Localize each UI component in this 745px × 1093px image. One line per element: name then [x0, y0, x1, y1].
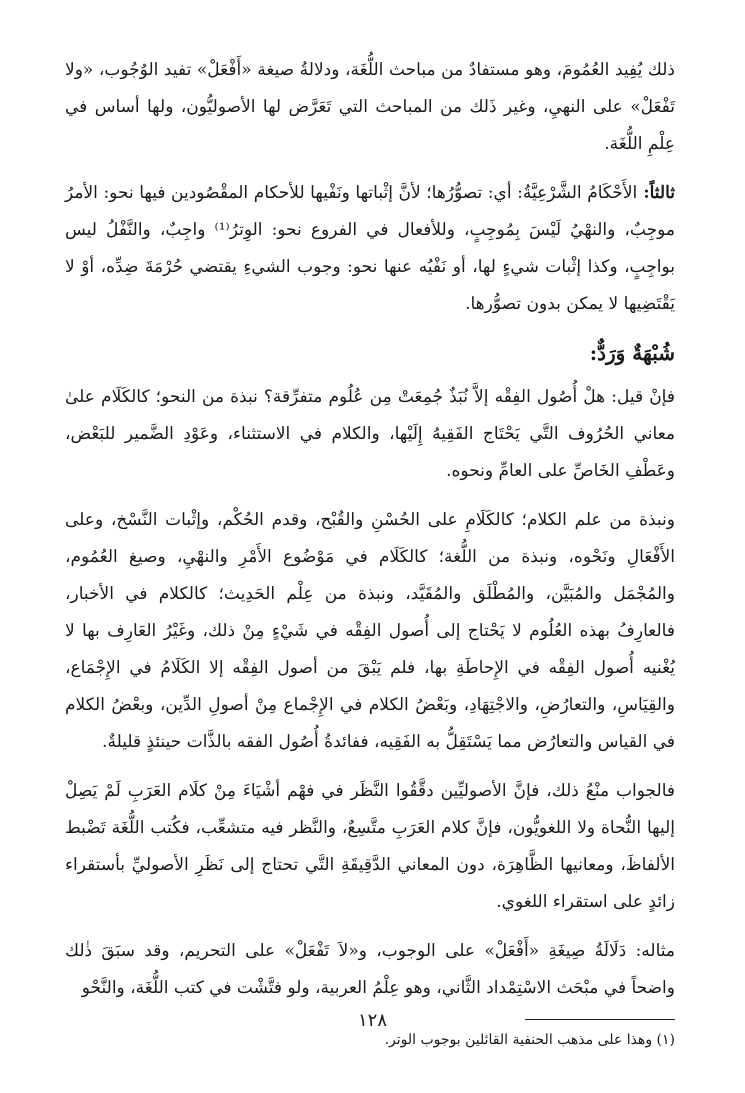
paragraph-third — [65, 175, 675, 323]
paragraph-third-text: الأَحْكَامُ الشَّرْعِيَّةُ: أي: تصوُّرُها؛ لأنَّ إثْباتها ونَفْيها للأحكام المقْصُودين فيها نحو: الأمرُ موجِبٌ، والنهْيُ لَيْسَ بِمُوجِبٍ، وللأفعال في الفروع نحو: الوِترُ⁽¹⁾ واجِبٌ، والنَّفْلُ ليس بواجِبٍ، وكذا إثْبات شيءٍ لها، أو نَفْيُه عنها نحو: وجوب الشيءِ يقتضي حُرْمَةَ ضِدِّه، أوْ لا يَقْتَضِيها لا يمكن بدون تصوُّرها. — [65, 183, 675, 314]
paragraph-intro-text: ذلك يُفِيد العُمُومَ، وهو مستفادٌ من مباحث اللُّغَة، ودلالةُ صيغة «أَفْعَلْ» تفيد الوُجُوب، «ولا تَفْعَلْ» على النهيِ، وغير ذَلك من المباحث التي تَعَرَّض لها الأصوليُّون، ولها أساس في عِلْمِ اللُّغَة. — [65, 60, 675, 154]
paragraph-example: مثاله: دَلَالَةُ صِيغَةِ «أَفْعَلْ» على الوجوب، و«لاَ تَفْعَلْ» على التحريم، وقد سبَقَ ذٰلك واضحاً في مبْحَث الاسْتِمْداد الثَّاني، وهو عِلْمُ العربية، ولو فتَّشْت في كتب اللُّغَة، والنَّحْو — [65, 941, 675, 998]
page-number: ١٢٨ — [357, 1010, 387, 1031]
paragraph-answer: فالجواب منْعُ ذلك، فإنَّ الأصوليِّين دقَّقُوا النَّظَر في فهْم أشْيَاءَ مِنْ كلَام العَرَبِ لَمْ يَصِلْ إليها النُّحاة ولا اللغويُّون، فإنَّ كلام العَرَبِ متَّسِعٌ، والنَّظر فيه متشعِّب، فكُتب اللُّغَة تَضْبط الألفاظَ، ومعانيها الظَّاهِرَة، دون المعاني الدَّقِيقَةِ التَّي تحتاج إلى نَظَرِ الأصوليِّ بأستقراء زائدٍ على استقراء اللغوي. — [65, 781, 675, 912]
paragraph-kalam: ونبذة من علم الكلام؛ كالكَلَامِ على الحُسْنِ والقُبْح، وقدم الحُكْم، وإثْبات النَّسْخ، وعلى الأَفْعَالِ ونَحْوه، ونبذة من اللُّغة؛ كالكَلَام في مَوْضُوع الأَمْرِ والنهْيِ، وصيغ العُمُوم، والمُجْمَل والمُبَيَّن، والمُطْلَق والمُقَيَّد، ونبذة من عِلْم الحَدِيث؛ كالكلام في الأخبار، فالعارِفُ بهذه العُلُوم لا يَحْتاج إلى أُصول الفِقْه في شَيْءٍ مِنْ ذلك، وغَيْرُ العَارِف بها لا يُغْنيه أُصول الفِقْه في الإِحاطَةِ بها، فلم يَبْقَ من أصول الفِقْه إلا الكَلَامُ في الإِجْمَاع، والقِيَاسِ، والتعارُضِ، والاجْتِهَادِ، وبَعْضُ الكلام في الإِجْماع مِنْ أصولِ الدِّين، وبعْضُ الكلام في القياس والتعارُض مما يَسْتَقِلُّ به الفَقِيه، ففائدةُ أُصُول الفقه بالذَّات حينئذٍ قليلةٌ. — [65, 510, 675, 752]
section-heading: شُبْهَةٌ وَرَدٌّ: — [589, 341, 675, 365]
paragraph-intro — [65, 52, 675, 163]
footnote: (١) وهذا على مذهب الحنفية القائلين بوجوب الوتر. — [384, 1032, 675, 1048]
paragraph-objection: فإنْ قيل: هلْ أُصُول الفِقْه إلاَّ نُبَذٌ جُمِعَتْ مِن عُلُوم متفرِّقة؟ نبذة من النحو؛ كالكَلَام علىٰ معاني الحُرُوف التَّي يَحْتَاج الفَقِيهُ إِلَيْها، والكلام في الاستثناء، وعَوْدِ الضَّمير للبَعْض، وعَطْفِ الخَاصِّ على العامِّ ونحوه. — [65, 387, 675, 481]
paragraph-third-lead: ثالثاً: — [637, 183, 675, 203]
page-body — [65, 52, 675, 1052]
